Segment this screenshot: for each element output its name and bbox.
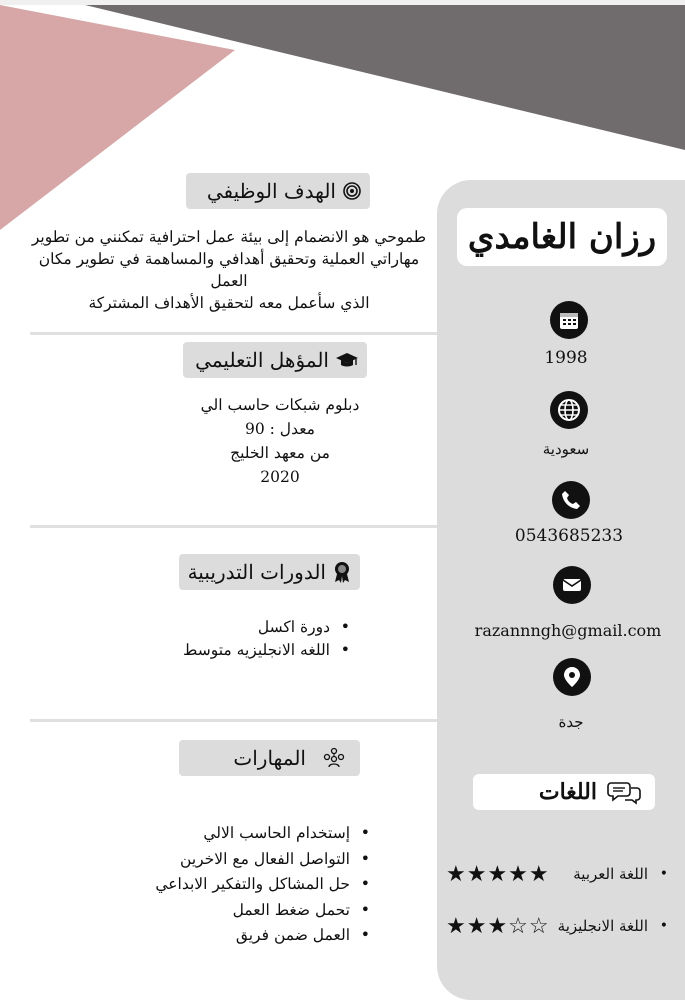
- list-item: • تحمل ضغط العمل: [155, 898, 372, 924]
- skills-list: [155, 821, 372, 949]
- languages-title: اللغات: [538, 779, 597, 805]
- language-label: اللغة الانجليزية: [557, 917, 648, 935]
- education-line: من معهد الخليج: [230, 444, 330, 462]
- team-network-icon: [322, 746, 346, 770]
- objective-title: الهدف الوظيفي: [206, 179, 336, 203]
- list-item: • دورة اكسل: [183, 616, 352, 639]
- language-row: • اللغة العربية ★★★★★: [446, 862, 668, 887]
- star-rating: ★★★★★: [446, 862, 550, 887]
- divider: [30, 525, 437, 528]
- name-heading: [457, 208, 667, 266]
- objective-heading: [186, 173, 370, 209]
- globe-icon: [550, 391, 588, 429]
- skills-heading: [179, 740, 360, 776]
- graduation-cap-icon: [335, 350, 359, 370]
- list-item: • اللغه الانجليزيه متوسط: [183, 639, 352, 662]
- education-line: معدل : 90: [245, 420, 315, 438]
- city: جدة: [558, 713, 584, 731]
- skills-title: المهارات: [233, 746, 306, 770]
- list-item: • إستخدام الحاسب الالي: [155, 821, 372, 847]
- language-row: • اللغة الانجليزية ★★★☆☆: [446, 914, 668, 939]
- phone-number[interactable]: 0543685233: [514, 526, 624, 546]
- courses-list: [183, 616, 352, 662]
- calendar-icon: [550, 301, 588, 339]
- phone-icon: [552, 481, 590, 519]
- birth-year: 1998: [544, 348, 588, 368]
- courses-title: الدورات التدريبية: [187, 560, 326, 584]
- chat-bubbles-icon: [607, 779, 641, 811]
- education-heading: [183, 342, 367, 378]
- objective-line: الذي سأعمل معه لتحقيق الأهداف المشتركة: [88, 294, 370, 312]
- objective-line: مهاراتي العملية وتحقيق أهدافي والمساهمة في تطوير مكان العمل: [38, 250, 420, 290]
- education-title: المؤهل التعليمي: [195, 348, 329, 372]
- list-item: • العمل ضمن فريق: [155, 923, 372, 949]
- location-pin-icon: [553, 658, 591, 696]
- list-item: • حل المشاكل والتفكير الابداعي: [155, 872, 372, 898]
- award-medal-icon: [332, 560, 352, 584]
- objective-text: [24, 226, 434, 314]
- email-icon: [553, 566, 591, 604]
- list-item: • التواصل الفعال مع الاخرين: [155, 847, 372, 873]
- star-rating: ★★★☆☆: [446, 914, 550, 939]
- full-name: رزان الغامدي: [467, 217, 657, 257]
- nationality: سعودية: [542, 440, 590, 458]
- divider: [30, 332, 437, 335]
- target-icon: [342, 181, 362, 201]
- courses-heading: [179, 554, 360, 590]
- education-line: 2020: [260, 468, 300, 486]
- objective-line: طموحي هو الانضمام إلى بيئة عمل احترافية تمكنني من تطوير: [31, 228, 427, 246]
- divider: [30, 719, 437, 722]
- email-address[interactable]: razannngh@gmail.com: [474, 621, 662, 640]
- languages-heading: [473, 774, 655, 810]
- education-line: دبلوم شبكات حاسب الي: [200, 396, 360, 414]
- language-label: اللغة العربية: [573, 865, 648, 883]
